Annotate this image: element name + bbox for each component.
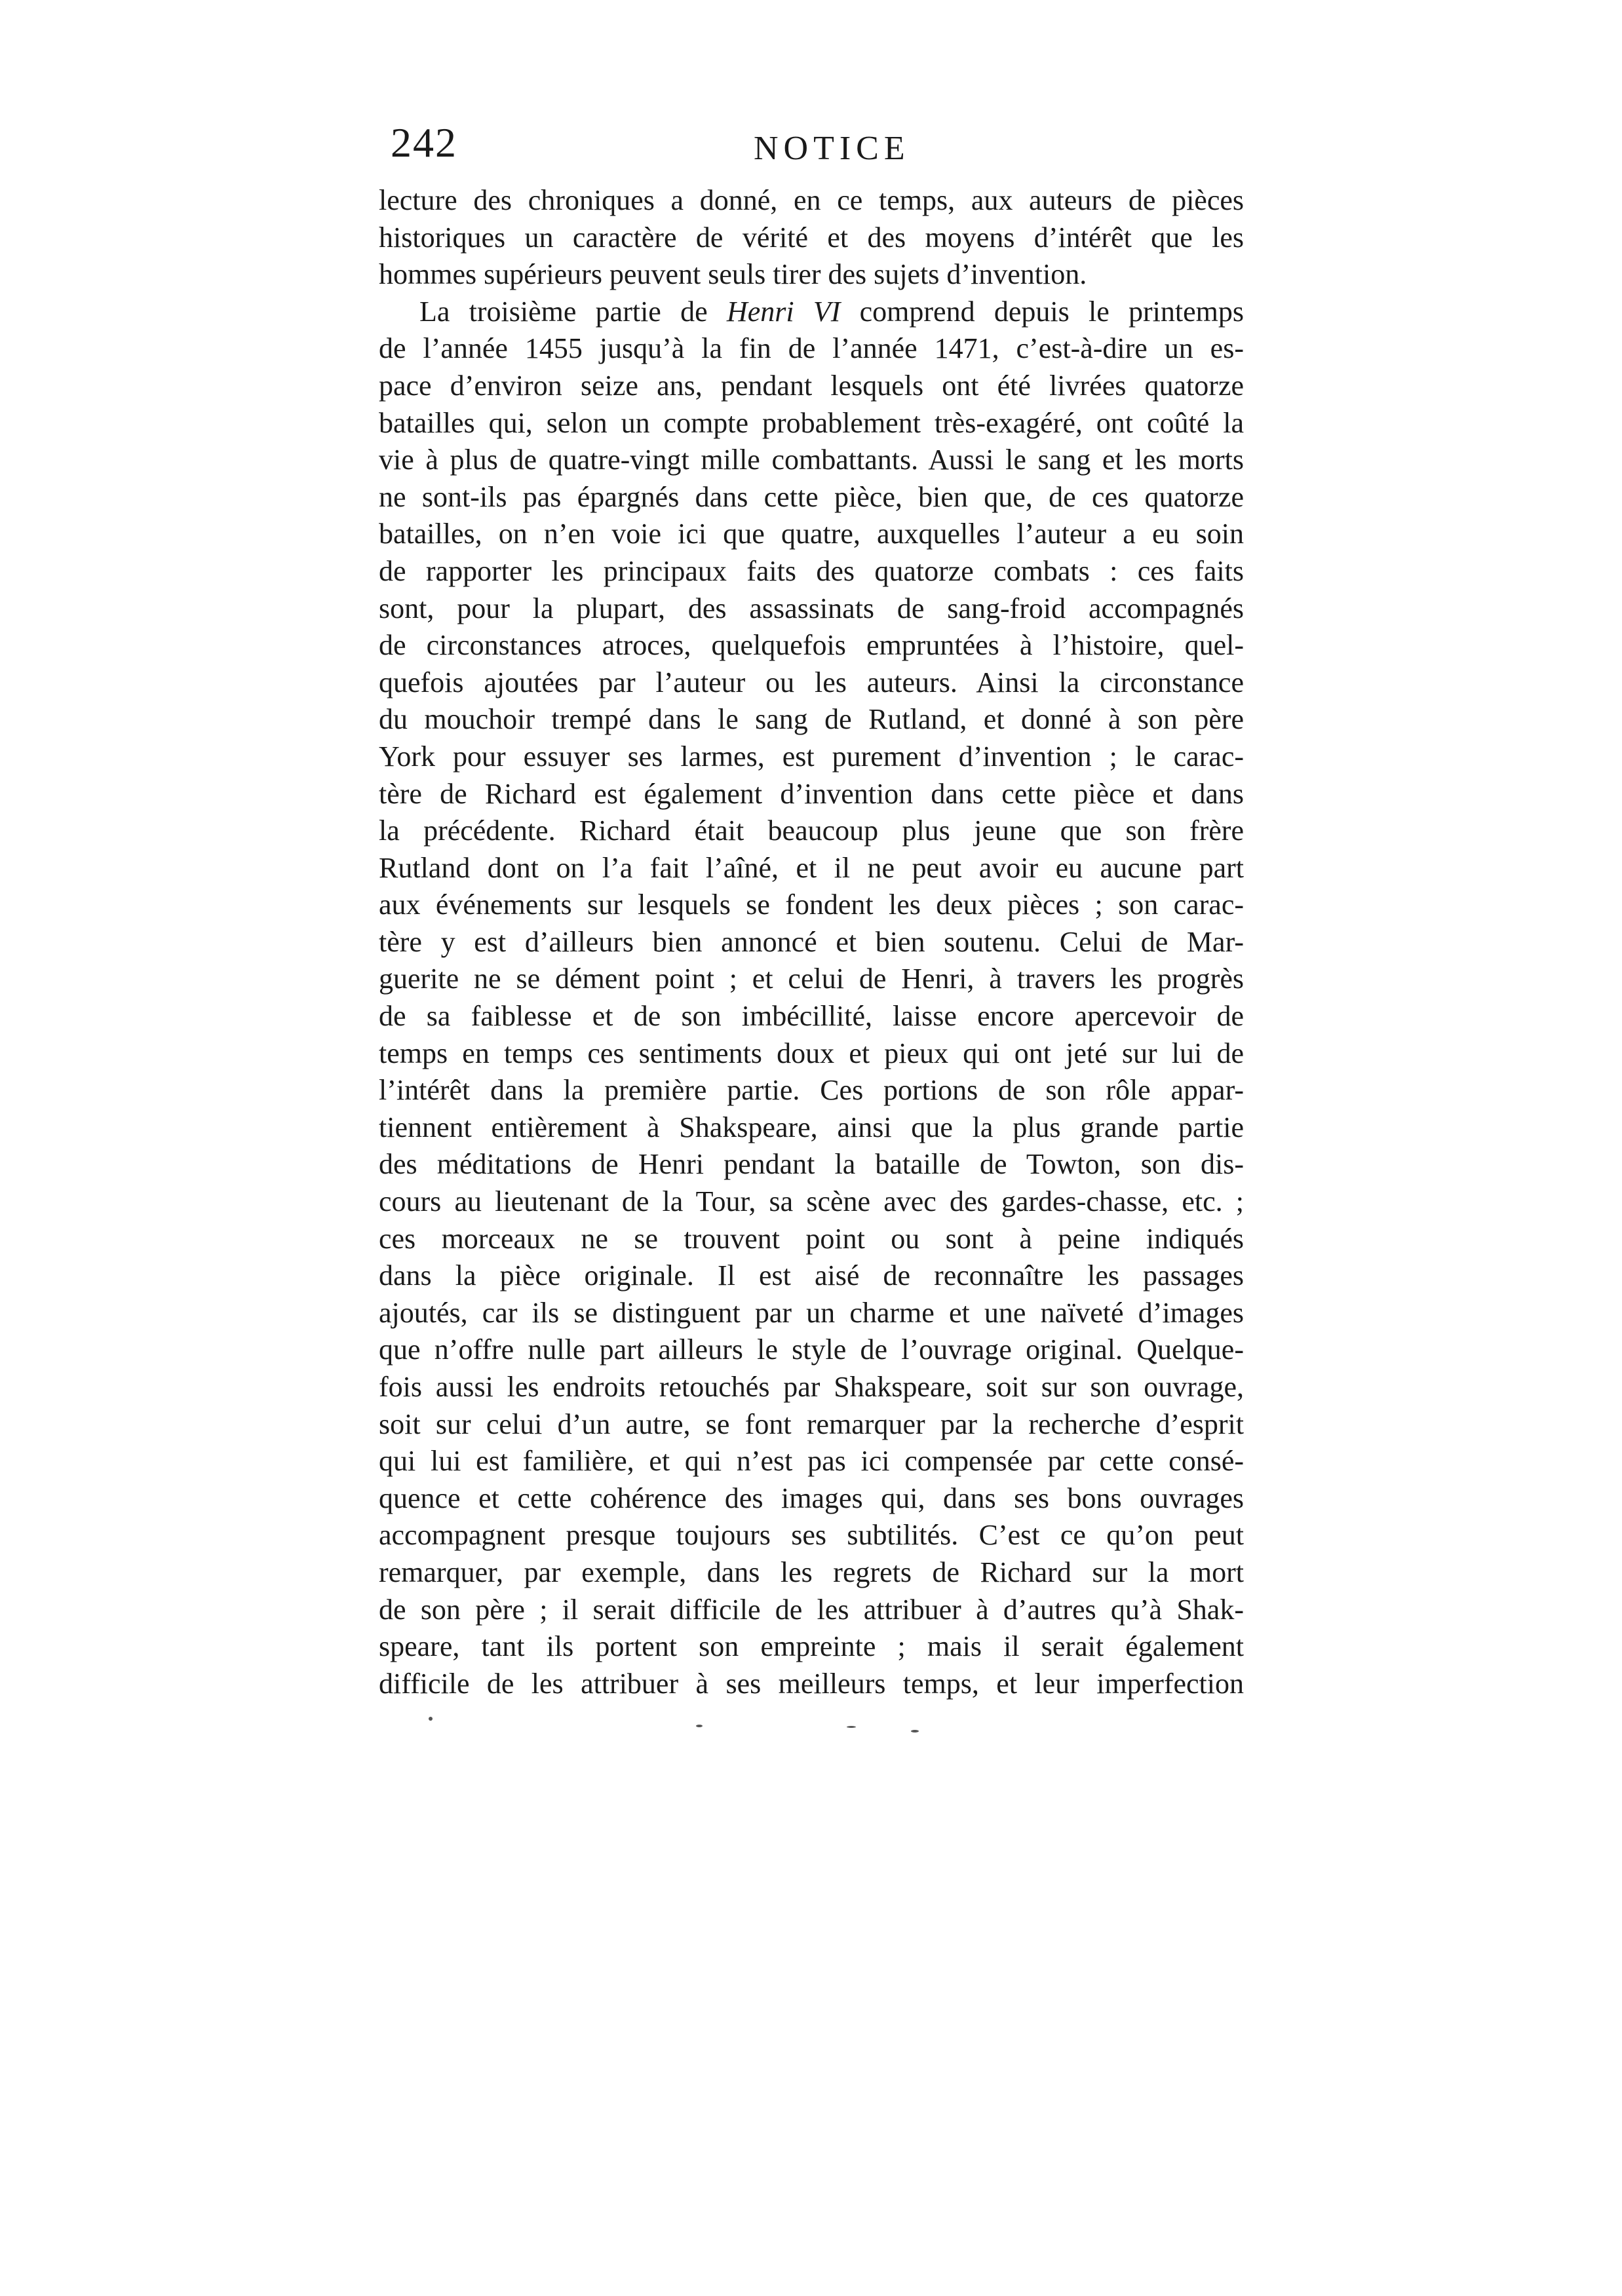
text-line: dans la pièce originale. Il est aisé de reconnaître les passages <box>379 1259 1244 1292</box>
text-line: speare, tant ils portent son empreinte ; mais il serait également <box>379 1630 1244 1663</box>
text-line: de rapporter les principaux faits des quatorze combats : ces faits <box>379 554 1244 587</box>
text-line: de circonstances atroces, quelquefois empruntées à l’histoire, quel- <box>379 629 1244 662</box>
text-line: fois aussi les endroits retouchés par Shakspeare, soit sur son ouvrage, <box>379 1371 1244 1403</box>
text-line: lecture des chroniques a donné, en ce temps, aux auteurs de pièces <box>379 184 1244 216</box>
text-line: temps en temps ces sentiments doux et pieux qui ont jeté sur lui de <box>379 1037 1244 1069</box>
text-line: vie à plus de quatre-vingt mille combattants. Aussi le sang et les morts <box>379 444 1244 476</box>
text-line: de l’année 1455 jusqu’à la fin de l’année 1471, c’est-à-dire un es- <box>379 332 1244 365</box>
text-line: ne sont-ils pas épargnés dans cette pièce, bien que, de ces quatorze <box>379 480 1244 513</box>
text-line: York pour essuyer ses larmes, est purement d’invention ; le carac- <box>379 740 1244 773</box>
text-line: hommes supérieurs peuvent seuls tirer des sujets d’invention. <box>379 258 1087 291</box>
text-line: tère de Richard est également d’invention dans cette pièce et dans <box>379 777 1244 810</box>
scan-speck <box>847 1726 856 1728</box>
text-line: ces morceaux ne se trouvent point ou sont à peine indiqués <box>379 1222 1244 1255</box>
text-line: historiques un caractère de vérité et des moyens d’intérêt que les <box>379 221 1244 254</box>
text-line: la précédente. Richard était beaucoup plus jeune que son frère <box>379 814 1244 847</box>
text-line: Rutland dont on l’a fait l’aîné, et il ne peut avoir eu aucune part <box>379 851 1244 884</box>
text-line: que n’offre nulle part ailleurs le style de l’ouvrage original. Quelque- <box>379 1333 1244 1366</box>
scan-speck <box>911 1730 919 1732</box>
text-line: quefois ajoutées par l’auteur ou les auteurs. Ainsi la circonstance <box>379 666 1244 698</box>
text-line: aux événements sur lesquels se fondent les deux pièces ; son carac- <box>379 889 1244 921</box>
text-line: qui lui est familière, et qui n’est pas ici compensée par cette consé- <box>379 1445 1244 1478</box>
text-line: ajoutés, car ils se distinguent par un charme et une naïveté d’images <box>379 1296 1244 1329</box>
scan-speck <box>429 1717 433 1721</box>
text-line: soit sur celui d’un autre, se font remarquer par la recherche d’esprit <box>379 1407 1244 1440</box>
text-line: cours au lieutenant de la Tour, sa scène avec des gardes-chasse, etc. ; <box>379 1185 1244 1218</box>
body-text <box>379 182 1244 1702</box>
text-line: batailles, on n’en voie ici que quatre, auxquelles l’auteur a eu soin <box>379 518 1244 550</box>
running-head: NOTICE <box>754 130 910 167</box>
page-number: 242 <box>391 119 457 166</box>
text-line: remarquer, par exemple, dans les regrets de Richard sur la mort <box>379 1556 1244 1588</box>
text-line: pace d’environ seize ans, pendant lesquels ont été livrées quatorze <box>379 369 1244 402</box>
text-line: guerite ne se dément point ; et celui de Henri, à travers les progrès <box>379 963 1244 995</box>
text-line: batailles qui, selon un compte probablement très-exagéré, ont coûté la <box>379 406 1244 439</box>
text-line: l’intérêt dans la première partie. Ces portions de son rôle appar- <box>379 1074 1244 1107</box>
text-line: des méditations de Henri pendant la bataille de Towton, son dis- <box>379 1148 1244 1181</box>
text-run: La troisième partie de <box>419 295 727 328</box>
scan-speck <box>696 1725 703 1727</box>
text-line: tiennent entièrement à Shakspeare, ainsi que la plus grande partie <box>379 1111 1244 1143</box>
text-line: accompagnent presque toujours ses subtilités. C’est ce qu’on peut <box>379 1519 1244 1552</box>
paragraph-opening-line <box>379 294 1244 331</box>
text-line: difficile de les attribuer à ses meilleurs temps, et leur imperfection <box>379 1667 1244 1700</box>
text-line: de son père ; il serait difficile de les attribuer à d’autres qu’à Shak- <box>379 1593 1244 1626</box>
text-line: de sa faiblesse et de son imbécillité, laisse encore apercevoir de <box>379 1000 1244 1033</box>
text-line: sont, pour la plupart, des assassinats de sang-froid accompagnés <box>379 592 1244 624</box>
text-line: quence et cette cohérence des images qui, dans ses bons ouvrages <box>379 1482 1244 1514</box>
play-title-italic: Henri VI <box>726 295 841 328</box>
text-line: tère y est d’ailleurs bien annoncé et bien soutenu. Celui de Mar- <box>379 925 1244 958</box>
text-line: du mouchoir trempé dans le sang de Rutland, et donné à son père <box>379 703 1244 736</box>
text-run: comprend depuis le printemps <box>840 295 1245 328</box>
